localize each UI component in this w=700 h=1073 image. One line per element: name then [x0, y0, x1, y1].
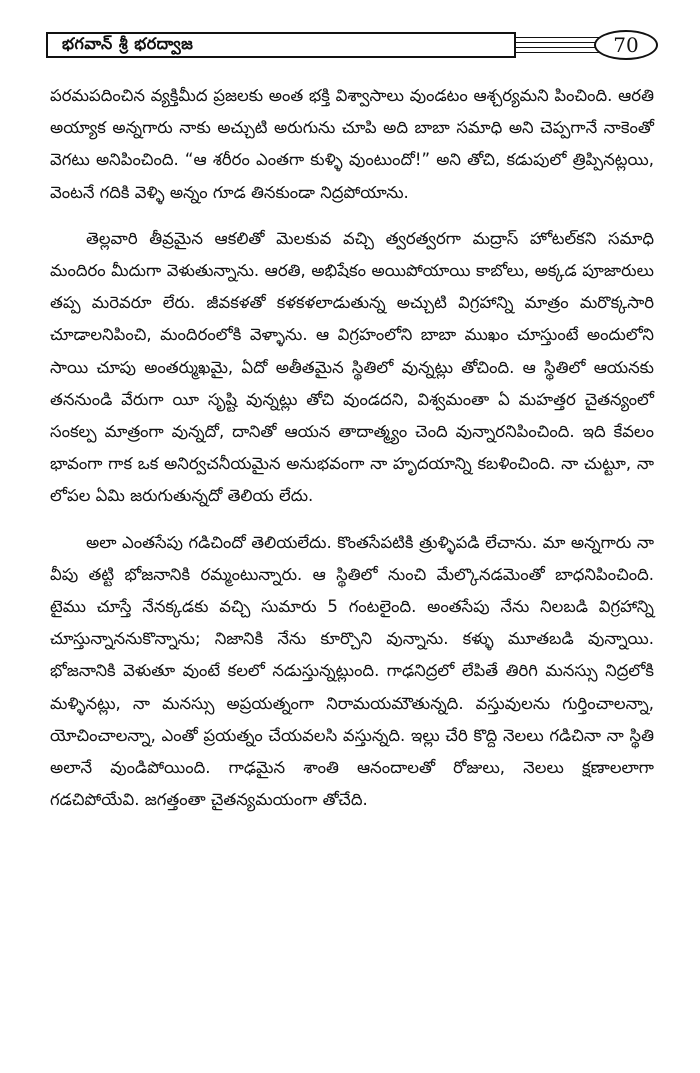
running-header	[46, 32, 658, 62]
book-title: భగవాన్ శ్రీ భరద్వాజ	[62, 33, 194, 53]
paragraph-2: తెల్లవారి తీవ్రమైన ఆకలితో మెలకువ వచ్చి త్వరత్వరగా మద్రాస్ హోటల్‌కని సమాధి మందిరం మీదుగా వెళుతున్నాను. ఆరతి, అభిషేకం అయిపోయాయి కాబోలు, అక్కడ పూజారులు తప్ప మరెవరూ లేరు. జీవకళతో కళకళలాడుతున్న అచ్చుటి విగ్రహాన్ని మాత్రం మరొక్కసారి చూడాలనిపించి, మందిరంలోకి వెళ్ళాను. ఆ విగ్రహంలోని బాబా ముఖం చూస్తుంటే అందులోని సాయి చూపు అంతర్ముఖమై, ఏదో అతీతమైన స్థితిలో వున్నట్లు తోచింది. ఆ స్థితిలో ఆయనకు తననుండి వేరుగా యీ సృష్టి వున్నట్లు తోచి వుండదని, విశ్వమంతా ఏ మహత్తర చైతన్యంలో సంకల్ప మాత్రంగా వున్నదో, దానితో ఆయన తాదాత్మ్యం చెంది వున్నారనిపించింది. ఇది కేవలం భావంగా గాక ఒక అనిర్వచనీయమైన అనుభవంగా నా హృదయాన్ని కబళించింది. నా చుట్టూ, నా లోపల ఏమి జరుగుతున్నదో తెలియ లేదు.	[50, 228, 654, 506]
body-text	[50, 80, 654, 830]
paragraph-1: పరమపదించిన వ్యక్తిమీద ప్రజలకు అంత భక్తి విశ్వాసాలు వుండటం ఆశ్చర్యమని పించింది. ఆరతి అయ్యాక అన్నగారు నాకు అచ్చుటి అరుగును చూపి అది బాబా సమాధి అని చెప్పగానే నాకెంతో వెగటు అనిపించింది. “ఆ శరీరం ఎంతగా కుళ్ళి వుంటుందో!” అని తోచి, కడుపులో త్రిప్పినట్లయి, వెంటనే గదికి వెళ్ళి అన్నం గూడ తినకుండా నిద్రపోయాను.	[50, 86, 654, 202]
header-title-box	[46, 32, 516, 58]
paragraph-3: అలా ఎంతసేపు గడిచిందో తెలియలేదు. కొంతసేపటికి త్రుళ్ళిపడి లేచాను. మా అన్నగారు నా వీపు తట్టి భోజనానికి రమ్మంటున్నారు. ఆ స్థితిలో నుంచి మేల్కొనడమెంతో బాధనిపించింది. టైము చూస్తే నేనక్కడకు వచ్చి సుమారు 5 గంటలైంది. అంతసేపు నేను నిలబడి విగ్రహాన్ని చూస్తున్నాననుకొన్నాను; నిజానికి నేను కూర్చొని వున్నాను. కళ్ళు మూతబడి వున్నాయి. భోజనానికి వెళుతూ వుంటే కలలో నడుస్తున్నట్లుంది. గాఢనిద్రలో లేపితే తిరిగి మనస్సు నిద్రలోకి మళ్ళినట్లు, నా మనస్సు అప్రయత్నంగా నిరామయమౌతున్నది. వస్తువులను గుర్తించాలన్నా, యోచించాలన్నా, ఎంతో ప్రయత్నం చేయవలసి వస్తున్నది. ఇల్లు చేరి కొద్ది నెలలు గడిచినా నా స్థితి అలానే వుండిపోయింది. గాఢమైన శాంతి ఆనందాలతో రోజులు, నెలలు క్షణాలలాగా గడచిపోయేవి. జగత్తంతా చైతన్యమయంగా తోచేది.	[50, 532, 654, 810]
page-number: 70	[613, 33, 639, 57]
header-rules	[516, 34, 602, 56]
page-number-oval	[594, 30, 658, 60]
